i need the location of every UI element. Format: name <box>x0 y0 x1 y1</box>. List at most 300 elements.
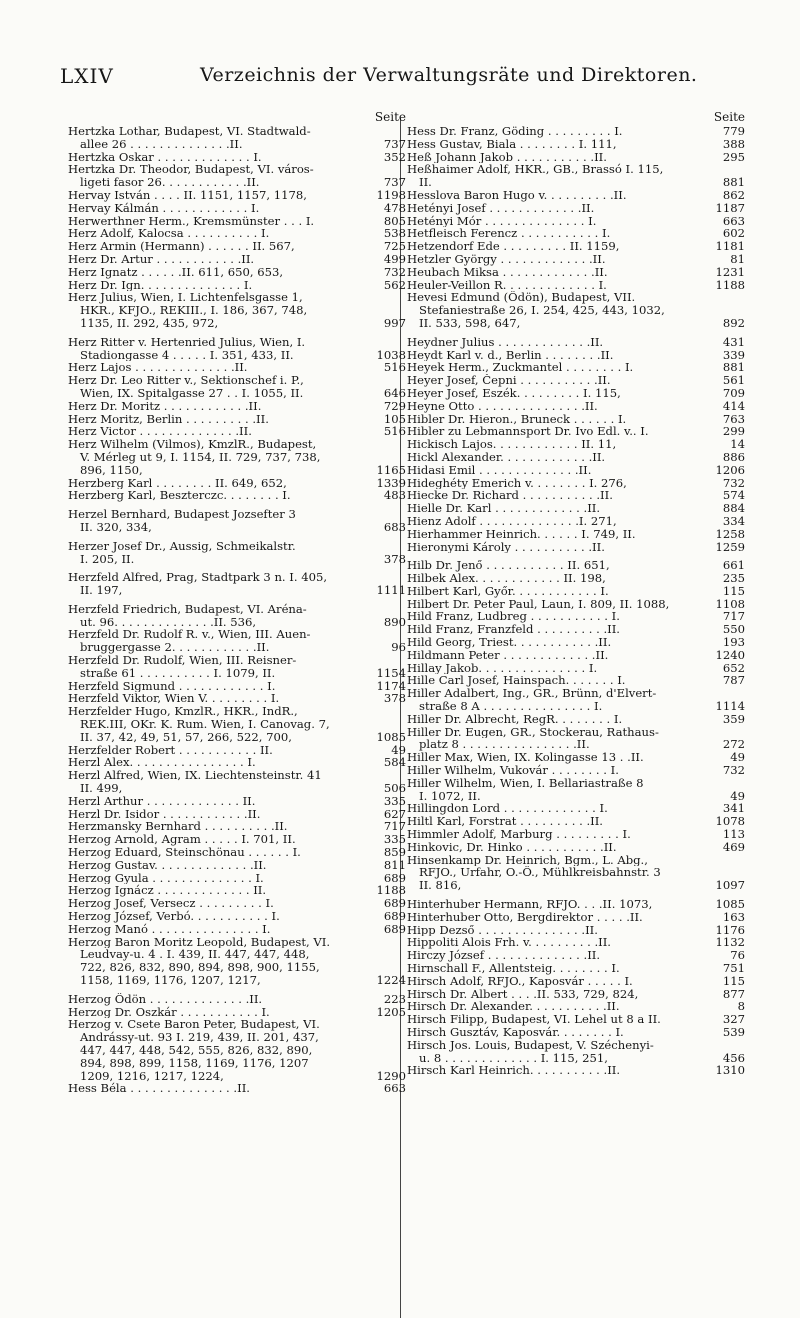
index-entry <box>407 151 745 164</box>
index-entry <box>407 898 745 911</box>
entry-text <box>407 949 711 962</box>
page-ref: 339 <box>722 347 745 362</box>
page-ref: 689 <box>383 909 406 924</box>
index-entry <box>68 603 406 629</box>
entry-line: Heydner Julius . . . . . . . . . . . . .II. <box>407 335 604 349</box>
entry-text <box>68 291 372 329</box>
entry-page <box>372 361 406 374</box>
entry-page <box>711 687 745 713</box>
entry-text <box>407 266 711 279</box>
entry-line: Herzog v. Csete Baron Peter, Budapest, VI. <box>68 1018 320 1032</box>
entry-line: II. <box>419 176 432 189</box>
entry-line: Hildmann Peter . . . . . . . . . . . . .II. <box>407 648 609 662</box>
page-ref: 646 <box>383 385 406 400</box>
entry-line: Herzog Gyula . . . . . . . . . . . . . . I. <box>68 871 264 885</box>
entry-line: Herzog Manó . . . . . . . . . . . . . . . I. <box>68 922 271 936</box>
entry-page <box>711 279 745 292</box>
entry-line: 1209, 1216, 1217, 1224, <box>80 1069 224 1083</box>
entry-page <box>711 911 745 924</box>
entry-line: Herz Lajos . . . . . . . . . . . . . .II. <box>68 361 248 375</box>
entry-page <box>711 502 745 515</box>
entry-line: Stadiongasse 4 . . . . . I. 351, 433, II. <box>80 348 294 362</box>
left-column <box>68 110 406 1095</box>
entry-line: Hiller Dr. Eugen, GR., Stockerau, Rathaus- <box>407 725 659 739</box>
page-ref: 729 <box>383 398 406 413</box>
entry-text <box>407 451 711 464</box>
entry-line: Hild Franz, Ludbreg . . . . . . . . . . . I. <box>407 610 620 624</box>
entry-line: Hideghéty Emerich v. . . . . . . . I. 276, <box>407 476 627 490</box>
entry-line: Hille Carl Josef, Hainspach. . . . . . . I. <box>407 674 626 688</box>
page-ref: 272 <box>722 737 745 752</box>
entry-line: Heyek Herm., Zuckmantel . . . . . . . . I. <box>407 361 634 375</box>
entry-line: Herzog Eduard, Steinschönau . . . . . . I. <box>68 846 301 859</box>
entry-page <box>372 769 406 795</box>
page-ref: 779 <box>722 124 745 138</box>
entry-page <box>711 253 745 266</box>
index-entry <box>68 125 406 151</box>
entry-line: Herz Moritz, Berlin . . . . . . . . . .II. <box>68 412 269 426</box>
entry-line: Hirsch Filipp, Budapest, VI. Lehel ut 8 a II. <box>407 1013 661 1026</box>
entry-line: Heubach Miksa . . . . . . . . . . . . .II. <box>407 265 608 279</box>
index-entry <box>68 413 406 426</box>
page-ref: 113 <box>722 827 745 842</box>
index-entry <box>407 413 745 426</box>
entry-line: Hinsenkamp Dr. Heinrich, Bgm., L. Abg., <box>407 853 648 867</box>
page-ref: 652 <box>722 660 745 675</box>
entry-line: II. 816, <box>419 879 462 893</box>
entry-text <box>68 540 372 566</box>
page-ref: 96 <box>391 640 406 655</box>
entry-text <box>68 692 372 705</box>
page-ref: 163 <box>722 909 745 924</box>
entry-text <box>407 764 711 777</box>
entry-line: Herzmansky Bernhard . . . . . . . . . .II. <box>68 820 288 834</box>
entry-line: Hillingdon Lord . . . . . . . . . . . . . I. <box>407 802 608 816</box>
entry-line: Heuler-Veillon R. . . . . . . . . . . . . I. <box>407 278 607 292</box>
page-ref: 335 <box>383 832 406 847</box>
entry-page <box>711 1064 745 1077</box>
entry-line: Herzl Arthur . . . . . . . . . . . . . II. <box>68 794 256 808</box>
entry-text <box>407 528 711 541</box>
index-entry <box>68 820 406 833</box>
entry-text <box>407 438 711 451</box>
index-entry <box>407 687 745 713</box>
entry-page <box>711 828 745 841</box>
entry-line: Herzog Dr. Oszkár . . . . . . . . . . . I. <box>68 1005 270 1019</box>
page-ref: 1198 <box>376 187 406 202</box>
page-ref: 737 <box>383 175 406 190</box>
entry-text <box>407 610 711 623</box>
index-entry <box>407 662 745 675</box>
index-entry <box>407 279 745 292</box>
index-entry <box>407 623 745 636</box>
entry-text <box>68 240 372 253</box>
entry-line: Hirsch Dr. Albert . . . .II. 533, 729, 824, <box>407 987 639 1001</box>
entry-page <box>372 163 406 189</box>
entry-page <box>372 125 406 151</box>
entry-line: Hinkovic, Dr. Hinko . . . . . . . . . . .II. <box>407 840 617 854</box>
index-entry <box>407 253 745 266</box>
page-ref: 1310 <box>715 1063 745 1078</box>
entry-text <box>68 744 372 757</box>
entry-page <box>372 795 406 808</box>
entry-text <box>68 425 372 438</box>
entry-line: Herzog Arnold, Agram . . . . . I. 701, II. <box>68 833 296 847</box>
entry-line: Herzel Bernhard, Budapest Jozsefter 3 <box>68 508 296 521</box>
entry-line: Herz Dr. Ign. . . . . . . . . . . . . . I. <box>68 278 253 292</box>
entry-text <box>68 936 372 987</box>
page-ref: 877 <box>722 986 745 1001</box>
entry-text <box>407 240 711 253</box>
index-entry <box>407 636 745 649</box>
entry-text <box>68 993 372 1006</box>
index-entry <box>407 163 745 189</box>
page-ref: 689 <box>383 896 406 911</box>
entry-page <box>372 540 406 566</box>
page-ref: 661 <box>722 558 745 573</box>
page-ref: 859 <box>383 845 406 860</box>
page-ref: 602 <box>722 226 745 241</box>
index-entry <box>68 361 406 374</box>
entry-line: Herwerthner Herm., Kremsmünster . . . I. <box>68 214 315 228</box>
page-ref: 689 <box>383 921 406 936</box>
entry-page <box>372 374 406 400</box>
entry-page <box>372 425 406 438</box>
entry-line: Hilbek Alex. . . . . . . . . . . . II. 198, <box>407 572 606 585</box>
entry-line: Herzfelder Hugo, KmzlR., HKR., IndR., <box>68 705 298 719</box>
entry-line: straße 61 . . . . . . . . . . I. 1079, II. <box>80 666 276 680</box>
index-entry <box>68 1082 406 1095</box>
page-ref: 1085 <box>715 897 745 912</box>
index-entry <box>407 489 745 502</box>
index-entry <box>407 227 745 240</box>
page-ref: 1132 <box>715 935 745 950</box>
index-entry <box>68 1018 406 1082</box>
page-ref: 49 <box>391 742 406 757</box>
entry-line: Hess Béla . . . . . . . . . . . . . . .II. <box>68 1082 250 1096</box>
index-entry <box>68 425 406 438</box>
entry-line: Herzog József, Verbó. . . . . . . . . . . I. <box>68 910 280 923</box>
entry-text <box>407 841 711 854</box>
page-ref: 1038 <box>376 347 406 362</box>
entry-text <box>407 988 711 1001</box>
entry-line: Herzberg Karl, Beszterczc. . . . . . . . I. <box>68 489 291 503</box>
index-entry <box>407 572 745 585</box>
index-entry <box>68 808 406 821</box>
entry-line: Hipp Dezső . . . . . . . . . . . . . . .II. <box>407 923 598 937</box>
index-entry <box>68 477 406 490</box>
page-ref: 1111 <box>376 583 406 598</box>
index-entry <box>407 125 745 138</box>
entry-text <box>407 374 711 387</box>
entry-text <box>68 571 372 597</box>
entry-page <box>711 464 745 477</box>
entry-line: ut. 96. . . . . . . . . . . . . .II. 536, <box>80 615 257 629</box>
page-ref: 341 <box>722 801 745 816</box>
entry-text <box>68 125 372 151</box>
entry-page <box>711 636 745 649</box>
entry-page <box>711 898 745 911</box>
page-ref: 516 <box>383 360 406 375</box>
page-ref: 627 <box>383 806 406 821</box>
entry-line: 896, 1150, <box>80 463 143 477</box>
index-entry <box>407 988 745 1001</box>
entry-line: Herzl Alfred, Wien, IX. Liechtensteinstr. 41 <box>68 769 322 783</box>
index-entry <box>68 654 406 680</box>
entry-line: HKR., KFJO., REKIII., I. 186, 367, 748, <box>80 304 308 317</box>
entry-line: Hilbert Karl, Győr. . . . . . . . . . . . I. <box>407 584 609 598</box>
page-ref: 327 <box>722 1012 745 1027</box>
index-entry <box>407 374 745 387</box>
index-entry <box>68 571 406 597</box>
entry-page <box>711 151 745 164</box>
page-ref: 805 <box>383 213 406 228</box>
index-entry <box>407 841 745 854</box>
index-entry <box>68 374 406 400</box>
index-entry <box>68 215 406 228</box>
entry-line: Hilb Dr. Jenő . . . . . . . . . . . II. 651, <box>407 559 610 573</box>
entry-line: Herz Victor . . . . . . . . . . . . . .II. <box>68 425 252 439</box>
index-entry <box>407 828 745 841</box>
entry-text <box>68 628 372 654</box>
entry-line: 1135, II. 292, 435, 972, <box>80 316 219 330</box>
page-ref: 105 <box>383 411 406 426</box>
page-ref: 732 <box>722 763 745 778</box>
entry-text <box>407 425 711 438</box>
page-ref: 352 <box>383 149 406 164</box>
entry-line: Herz Ignatz . . . . . .II. 611, 650, 653, <box>68 265 284 279</box>
entry-page <box>372 993 406 1006</box>
index-entry <box>68 227 406 240</box>
entry-text <box>68 1006 372 1019</box>
entry-line: Heydt Karl v. d., Berlin . . . . . . . .II. <box>407 348 614 362</box>
page-ref: 359 <box>722 711 745 726</box>
page-ref: 663 <box>722 213 745 228</box>
page-ref: 709 <box>722 385 745 400</box>
entry-line: Andrássy-ut. 93 I. 219, 439, II. 201, 437, <box>80 1031 319 1044</box>
page-ref: 1108 <box>715 596 745 611</box>
index-entry <box>407 541 745 554</box>
page-ref: 1258 <box>715 526 745 541</box>
entry-page <box>711 125 745 138</box>
entry-line: Leudvay-u. 4 . I. 439, II. 447, 447, 448, <box>80 948 310 962</box>
page-ref: 1224 <box>376 973 406 987</box>
index-entry <box>407 962 745 975</box>
entry-page <box>711 163 745 189</box>
page-ref: 1174 <box>376 678 406 693</box>
entry-page <box>711 451 745 464</box>
index-entry <box>68 833 406 846</box>
entry-line: Herzfeld Dr. Rudolf R. v., Wien, III. Auen- <box>68 628 311 642</box>
entry-text <box>407 854 711 892</box>
index-entry <box>407 477 745 490</box>
entry-text <box>407 387 711 400</box>
entry-text <box>407 253 711 266</box>
entry-line: Hiltl Karl, Forstrat . . . . . . . . . .II. <box>407 815 603 829</box>
index-entry <box>68 872 406 885</box>
entry-line: II. 197, <box>80 584 123 597</box>
page-ref: 1231 <box>715 264 745 279</box>
index-entry <box>407 528 745 541</box>
entry-line: Hilbert Dr. Peter Paul, Laun, I. 809, II. 1088, <box>407 597 670 611</box>
entry-page <box>372 189 406 202</box>
page-ref: 892 <box>722 315 745 330</box>
entry-text <box>68 795 372 808</box>
index-entry <box>407 713 745 726</box>
entry-line: I. 1072, II. <box>419 789 481 803</box>
page-ref: 334 <box>722 513 745 528</box>
entry-line: Hiller Wilhelm, Vukovár . . . . . . . . I. <box>407 764 619 777</box>
index-entry <box>407 802 745 815</box>
page-ref: 378 <box>383 551 406 566</box>
entry-text <box>68 654 372 680</box>
index-entry <box>407 451 745 464</box>
entry-text <box>68 833 372 846</box>
page-ref: 689 <box>383 870 406 885</box>
entry-line: Hirnschall F., Allentsteig. . . . . . . . I. <box>407 962 620 975</box>
index-entry <box>68 936 406 987</box>
entry-line: Hidasi Emil . . . . . . . . . . . . . .II. <box>407 463 592 477</box>
page-ref: 763 <box>722 411 745 426</box>
entry-line: Herzfeld Alfred, Prag, Stadtpark 3 n. I. 405, <box>68 571 328 585</box>
entry-page <box>711 189 745 202</box>
page-ref: 115 <box>722 583 745 598</box>
entry-page <box>711 962 745 975</box>
entry-text <box>407 828 711 841</box>
entry-text <box>407 1000 711 1013</box>
index-entry <box>68 253 406 266</box>
entry-text <box>68 253 372 266</box>
page-ref: 997 <box>383 315 406 330</box>
index-entry <box>407 854 745 892</box>
entry-text <box>407 936 711 949</box>
index-entry <box>68 692 406 705</box>
entry-text <box>407 924 711 937</box>
index-entry <box>68 189 406 202</box>
page-ref: 1097 <box>715 878 745 893</box>
entry-page <box>711 400 745 413</box>
entry-text <box>407 777 711 803</box>
entry-text <box>407 559 711 572</box>
seite-label: Seite <box>713 110 745 124</box>
entry-text <box>68 923 372 936</box>
page-ref: 811 <box>383 857 406 872</box>
entry-page <box>711 515 745 528</box>
entry-line: Herzfeld Friedrich, Budapest, VI. Aréna- <box>68 602 307 616</box>
entry-text <box>407 361 711 374</box>
page-ref: 81 <box>730 251 745 266</box>
entry-text <box>407 477 711 490</box>
index-entry <box>407 924 745 937</box>
index-entry <box>407 438 745 451</box>
entry-line: Herzberg Karl . . . . . . . . II. 649, 652, <box>68 476 287 490</box>
page-ref: 1154 <box>376 665 406 680</box>
entry-line: Hielle Dr. Karl . . . . . . . . . . . . .II. <box>407 502 601 515</box>
entry-text <box>68 820 372 833</box>
entry-text <box>407 898 711 911</box>
page-ref: 1205 <box>376 1004 406 1019</box>
entry-text <box>407 515 711 528</box>
index-entry <box>407 936 745 949</box>
index-entry <box>407 975 745 988</box>
entry-page <box>372 910 406 923</box>
entry-page <box>711 854 745 892</box>
entry-line: Hess Gustav, Biala . . . . . . . . I. 111, <box>407 137 617 151</box>
index-entry <box>68 266 406 279</box>
entry-line: Heyer Josef, Čepni . . . . . . . . . . .II. <box>407 374 611 387</box>
index-entry <box>407 349 745 362</box>
index-entry <box>407 911 745 924</box>
entry-line: Hetényi Josef . . . . . . . . . . . . .II. <box>407 201 595 215</box>
entry-page <box>372 1082 406 1095</box>
index-entry <box>68 897 406 910</box>
entry-text <box>68 189 372 202</box>
page-ref: 562 <box>383 277 406 292</box>
page-ref: 584 <box>383 755 406 770</box>
entry-line: Herz Wilhelm (Vilmos), KmzlR., Budapest, <box>68 438 317 451</box>
entry-page <box>372 936 406 987</box>
entry-page <box>372 202 406 215</box>
page-ref: 388 <box>722 136 745 151</box>
entry-text <box>407 151 711 164</box>
entry-text <box>68 163 372 189</box>
entry-text <box>407 598 711 611</box>
index-entry <box>407 649 745 662</box>
index-entry <box>68 1006 406 1019</box>
entry-line: Hirsch Jos. Louis, Budapest, V. Széchenyi- <box>407 1038 654 1052</box>
entry-text <box>407 623 711 636</box>
page-ref: 717 <box>383 819 406 834</box>
index-entry <box>407 202 745 215</box>
page-ref: 886 <box>722 449 745 464</box>
entry-line: Herz Dr. Artur . . . . . . . . . . . .II. <box>68 252 255 266</box>
page-ref: 1187 <box>715 200 745 215</box>
entry-line: Herz Armin (Hermann) . . . . . . II. 567, <box>68 240 295 253</box>
index-entry <box>68 336 406 362</box>
index-entry <box>407 1026 745 1039</box>
entry-page <box>711 726 745 752</box>
entry-page <box>372 253 406 266</box>
seite-label: Seite <box>374 110 406 124</box>
entry-line: Hirsch Dr. Alexander. . . . . . . . . . .II. <box>407 1000 620 1014</box>
entry-line: REK.III, OKr. K. Rum. Wien, I. Canovag. 7, <box>80 718 330 731</box>
entry-line: Herz Julius, Wien, I. Lichtenfelsgasse 1, <box>68 291 303 305</box>
index-entry <box>407 815 745 828</box>
entry-line: RFJO., Urfahr, O.-Ö., Mühlkreisbahnstr. 3 <box>419 866 661 880</box>
entry-page <box>372 756 406 769</box>
entry-page <box>711 975 745 988</box>
entry-page <box>711 541 745 554</box>
entry-line: Herz Ritter v. Hertenried Julius, Wien, I. <box>68 335 306 349</box>
entry-line: Heßhaimer Adolf, HKR., GB., Brassó I. 115, <box>407 163 664 177</box>
entry-line: II. 499, <box>80 782 123 795</box>
index-entry <box>407 515 745 528</box>
entry-text <box>407 815 711 828</box>
index-entry <box>68 769 406 795</box>
entry-line: Hillay Jakob. . . . . . . . . . . . . . . I. <box>407 661 598 675</box>
index-entry <box>68 291 406 329</box>
entry-page <box>372 603 406 629</box>
entry-line: Herzl Dr. Isidor . . . . . . . . . . . .II. <box>68 807 261 821</box>
entry-line: Stefaniestraße 26, I. 254, 425, 443, 1032, <box>419 304 665 317</box>
entry-text <box>407 125 711 138</box>
entry-page <box>711 438 745 451</box>
index-entry <box>68 163 406 189</box>
page-ref: 538 <box>383 226 406 241</box>
entry-line: Herzfeld Dr. Rudolf, Wien, III. Reisner- <box>68 654 297 667</box>
index-entry <box>407 585 745 598</box>
index-entry <box>407 502 745 515</box>
